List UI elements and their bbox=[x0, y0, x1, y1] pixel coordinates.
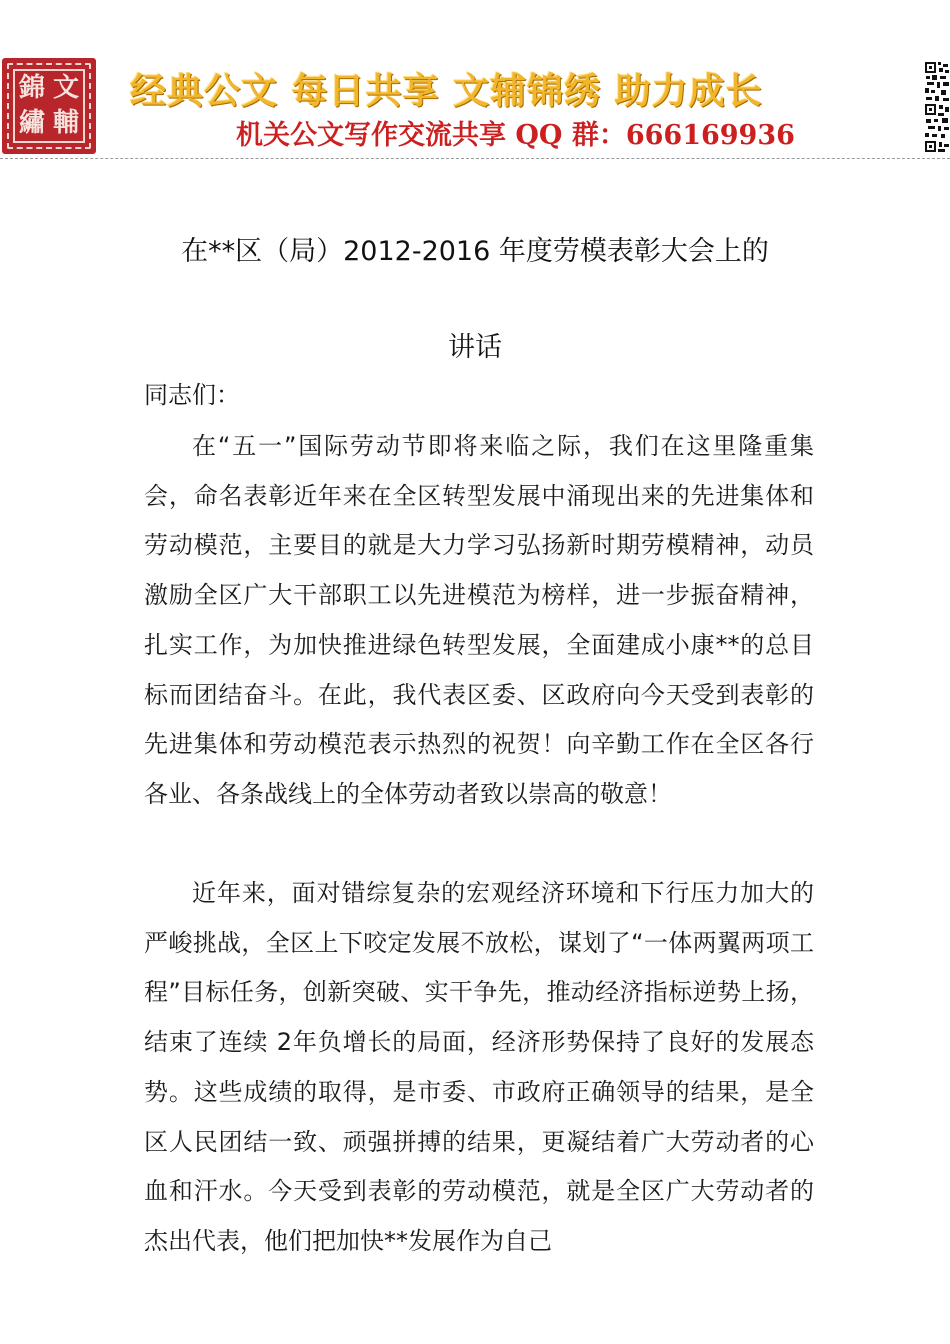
banner-slogan: 经典公文 每日共享 文辅锦绣 助力成长 bbox=[130, 70, 763, 112]
banner-divider bbox=[0, 158, 950, 159]
seal-char: 文 bbox=[52, 73, 79, 103]
seal-char: 繡 bbox=[18, 108, 45, 138]
document-title: 在**区（局）2012-2016 年度劳模表彰大会上的 bbox=[181, 236, 769, 267]
header-banner bbox=[0, 0, 950, 162]
seal-inner-frame bbox=[13, 69, 85, 143]
salutation: 同志们： bbox=[144, 381, 240, 409]
qr-code-icon bbox=[924, 60, 950, 156]
brand-seal-logo bbox=[2, 58, 96, 154]
body-paragraph: 在“五一”国际劳动节即将来临之际，我们在这里隆重集会，命名表彰近年来在全区转型发展中涌现出来的先进集体和劳动模范，主要目的就是大力学习弘扬新时期劳模精神，动员激励全区广大干部职工以先进模范为榜样，进一步振奋精神，扎实工作，为加快推进绿色转型发展，全面建成小康**的总目标而团结奋斗。在此，我代表区委、区政府向今天受到表彰的先进集体和劳动模范表示热烈的祝贺！向辛勤工作在全区各行各业、各条战线上的全体劳动者致以崇高的敬意！ bbox=[144, 432, 814, 808]
body-paragraph: 近年来，面对错综复杂的宏观经济环境和下行压力加大的严峻挑战，全区上下咬定发展不放松，谋划了“一体两翼两项工程”目标任务，创新突破、实干争先，推动经济指标逆势上扬，结束了连续 2年负增长的局面，经济形势保持了良好的发展态势。这些成绩的取得，是市委、市政府正确领导的结果，是全区人民团结一致、顽强拼搏的结果，更凝结着广大劳动者的心血和汗水。今天受到表彰的劳动模范，就是全区广大劳动者的杰出代表，他们把加快**发展作为自己 bbox=[144, 879, 814, 1255]
seal-char: 錦 bbox=[18, 73, 45, 103]
banner-qq-group: 机关公文写作交流共享 QQ 群：666169936 bbox=[236, 120, 795, 151]
seal-char: 輔 bbox=[52, 108, 79, 138]
document-title-continued: 讲话 bbox=[448, 332, 502, 363]
